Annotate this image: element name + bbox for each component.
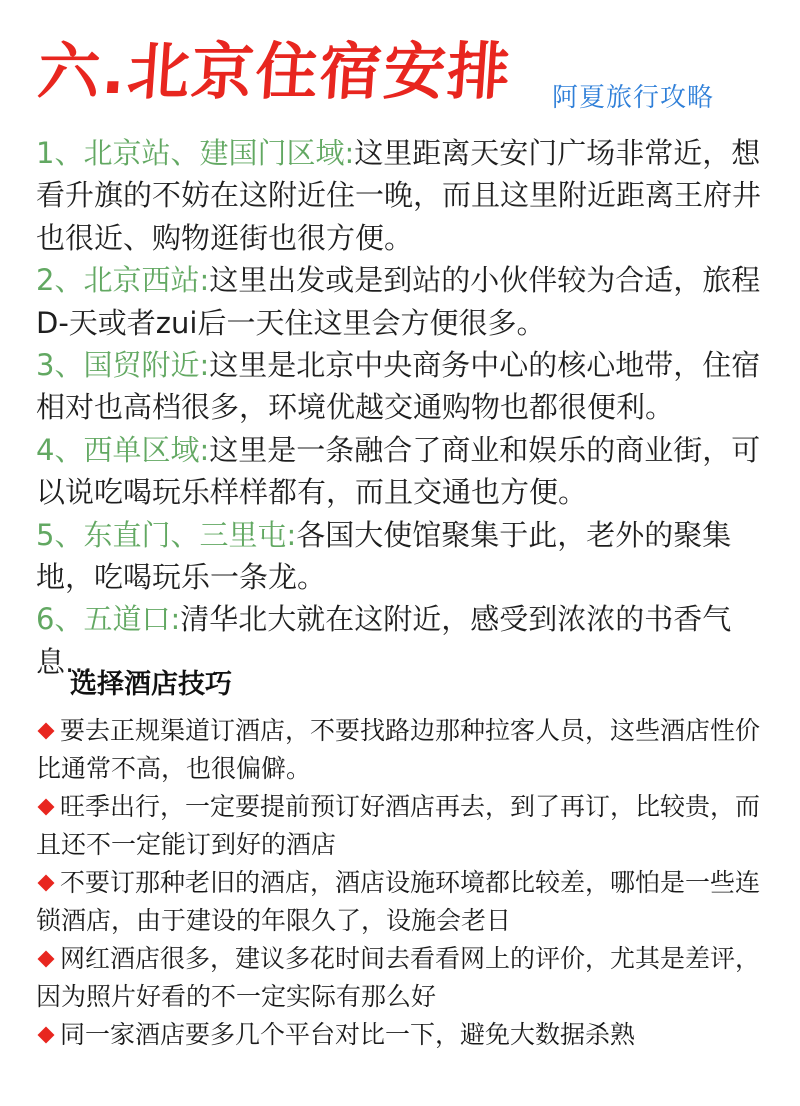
tip-text: 网红酒店很多，建议多花时间去看看网上的评价，尤其是差评，因为照片好看的不一定实际有那么好	[36, 944, 761, 1011]
tip-item	[36, 712, 764, 788]
area-label: 6、五道口:	[36, 602, 181, 637]
tip-item	[36, 864, 764, 940]
area-item	[36, 344, 776, 429]
red-diamond-bullet-icon	[38, 1026, 55, 1043]
area-description: 这里距离天安门广场非常近，想看升旗的不妨在这附近住一晚，而且这里附近距离王府井也很近、购物逛街也很方便。	[36, 136, 762, 255]
area-description: 这里是北京中央商务中心的核心地带，住宿相对也高档很多，环境优越交通购物也都很便利。	[36, 348, 761, 425]
area-description: 各国大使馆聚集于此，老外的聚集地，吃喝玩乐一条龙。	[36, 517, 732, 595]
red-diamond-bullet-icon	[38, 874, 55, 891]
area-item	[36, 514, 776, 599]
tips-list	[36, 712, 764, 1054]
page-title: 六.北京住宿安排	[35, 35, 515, 108]
tips-heading: 选择酒店技巧	[70, 669, 232, 700]
red-diamond-bullet-icon	[38, 950, 55, 967]
tip-text: 旺季出行，一定要提前预订好酒店再去，到了再订，比较贵，而且还不一定能订到好的酒店	[36, 792, 761, 859]
tip-item	[36, 1016, 764, 1054]
area-description: 清华北大就在这附近，感受到浓浓的书香气息...	[36, 602, 732, 679]
tip-text: 同一家酒店要多几个平台对比一下，避免大数据杀熟	[60, 1020, 636, 1049]
area-description: 这里出发或是到站的小伙伴较为合适，旅程D-天或者zui后一天住这里会方便很多。	[36, 263, 761, 340]
area-item	[36, 429, 776, 514]
area-label: 4、西单区域:	[36, 432, 210, 467]
tip-item	[36, 940, 764, 1016]
area-item	[36, 259, 776, 344]
tip-item	[36, 788, 764, 864]
area-label: 2、北京西站:	[36, 263, 210, 298]
area-item	[36, 132, 776, 259]
tip-text: 不要订那种老旧的酒店，酒店设施环境都比较差，哪怕是一些连锁酒店，由于建设的年限久了，设施会老日	[36, 868, 761, 935]
red-diamond-bullet-icon	[38, 722, 55, 739]
area-label: 1、北京站、建国门区域:	[36, 136, 355, 170]
red-diamond-bullet-icon	[38, 798, 55, 815]
area-label: 5、东直门、三里屯:	[36, 517, 297, 552]
area-label: 3、国贸附近:	[36, 348, 210, 383]
area-description: 这里是一条融合了商业和娱乐的商业街，可以说吃喝玩乐样样都有，而且交通也方便。	[36, 432, 761, 510]
author-label: 阿夏旅行攻略	[552, 83, 715, 113]
tip-text: 要去正规渠道订酒店，不要找路边那种拉客人员，这些酒店性价比通常不高，也很偏僻。	[36, 716, 761, 783]
area-list	[36, 132, 776, 683]
